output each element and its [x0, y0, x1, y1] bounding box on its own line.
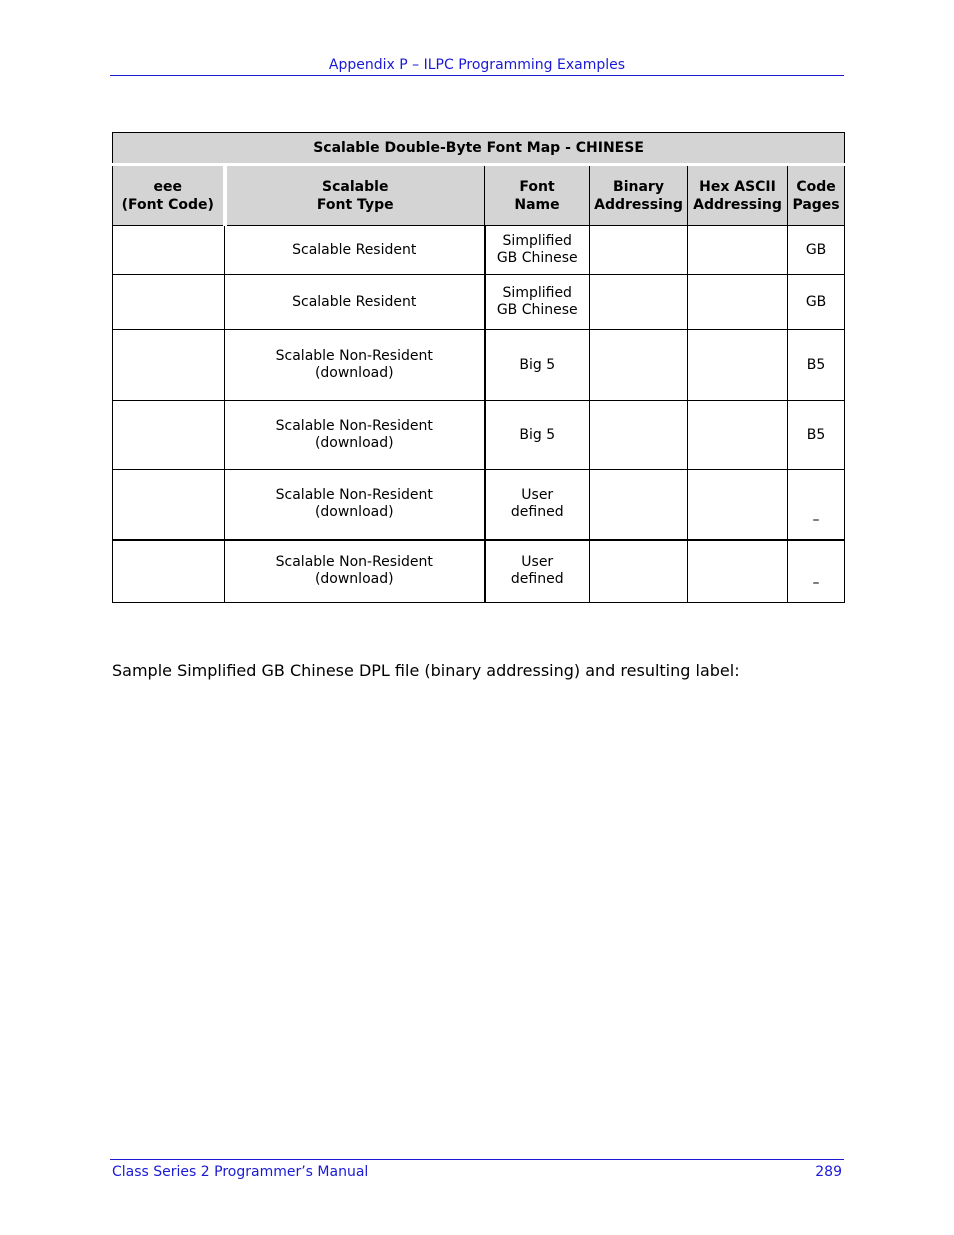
table-row	[113, 470, 845, 540]
font-type-cell: Scalable Resident	[225, 226, 485, 275]
page-footer	[110, 1159, 844, 1180]
font-code-cell	[113, 275, 225, 330]
column-header-hex-ascii-addressing: Hex ASCII Addressing	[688, 165, 788, 226]
footer-page-number: 289	[815, 1164, 842, 1180]
code-pages-cell: B5	[788, 330, 845, 401]
font-code-cell	[113, 330, 225, 401]
binary-addressing-cell	[590, 330, 688, 401]
font-name-cell: User defined	[485, 470, 590, 540]
table-row	[113, 275, 845, 330]
code-pages-cell: GB	[788, 226, 845, 275]
hex-ascii-addressing-cell	[688, 330, 788, 401]
font-name-cell: Simplified GB Chinese	[485, 226, 590, 275]
font-code-cell	[113, 470, 225, 540]
code-pages-cell: GB	[788, 275, 845, 330]
binary-addressing-cell	[590, 401, 688, 470]
column-header-font-type: Scalable Font Type	[225, 165, 485, 226]
binary-addressing-cell	[590, 275, 688, 330]
binary-addressing-cell	[590, 226, 688, 275]
font-name-cell: Big 5	[485, 401, 590, 470]
table-row	[113, 540, 845, 603]
font-type-cell: Scalable Non-Resident (download)	[225, 401, 485, 470]
font-code-cell	[113, 401, 225, 470]
column-header-binary-addressing: Binary Addressing	[590, 165, 688, 226]
font-name-cell: User defined	[485, 540, 590, 603]
font-type-cell: Scalable Non-Resident (download)	[225, 540, 485, 603]
table-row	[113, 330, 845, 401]
table-title-row	[113, 133, 845, 165]
column-header-font-name: Font Name	[485, 165, 590, 226]
hex-ascii-addressing-cell	[688, 470, 788, 540]
hex-ascii-addressing-cell	[688, 275, 788, 330]
font-code-cell	[113, 226, 225, 275]
code-pages-cell: –	[788, 470, 845, 540]
hex-ascii-addressing-cell	[688, 226, 788, 275]
page-header	[110, 56, 844, 76]
hex-ascii-addressing-cell	[688, 401, 788, 470]
table-header-row	[113, 165, 845, 226]
font-type-cell: Scalable Resident	[225, 275, 485, 330]
binary-addressing-cell	[590, 470, 688, 540]
code-pages-cell: B5	[788, 401, 845, 470]
column-header-font-code: eee (Font Code)	[113, 165, 225, 226]
table-row	[113, 401, 845, 470]
hex-ascii-addressing-cell	[688, 540, 788, 603]
sample-caption: Sample Simplified GB Chinese DPL file (binary addressing) and resulting label:	[112, 661, 740, 680]
font-name-cell: Big 5	[485, 330, 590, 401]
font-type-cell: Scalable Non-Resident (download)	[225, 470, 485, 540]
code-pages-cell: –	[788, 540, 845, 603]
font-map-table	[112, 132, 845, 603]
font-name-cell: Simplified GB Chinese	[485, 275, 590, 330]
table-row	[113, 226, 845, 275]
font-type-cell: Scalable Non-Resident (download)	[225, 330, 485, 401]
header-title: Appendix P – ILPC Programming Examples	[328, 57, 626, 73]
column-header-code-pages: Code Pages	[788, 165, 845, 226]
font-code-cell	[113, 540, 225, 603]
binary-addressing-cell	[590, 540, 688, 603]
table-title: Scalable Double-Byte Font Map - CHINESE	[113, 133, 845, 165]
footer-manual-title: Class Series 2 Programmer’s Manual	[112, 1164, 369, 1180]
